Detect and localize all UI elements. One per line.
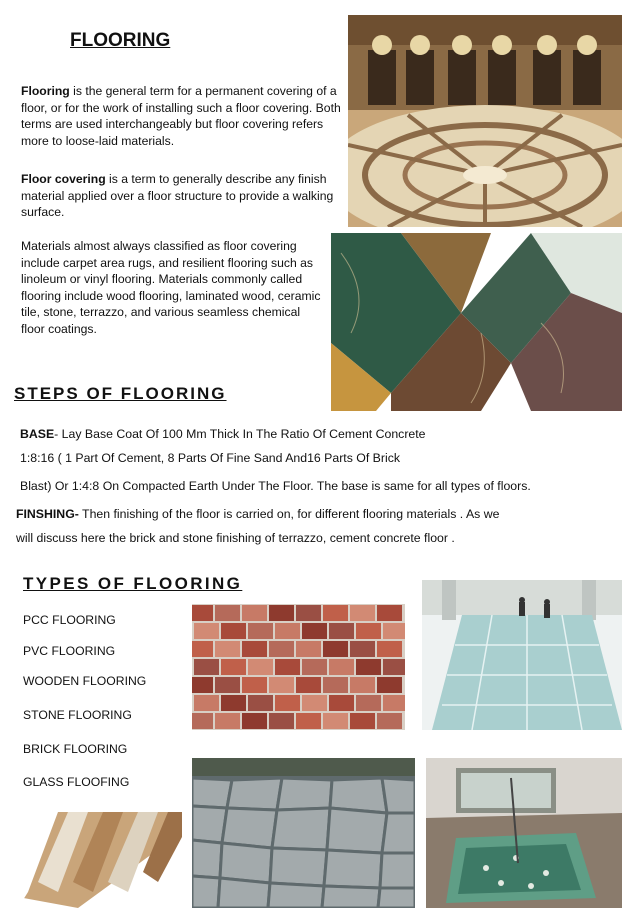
brick-tile [329, 695, 354, 711]
brick-tile [302, 659, 327, 675]
intro-paragraph-floor-covering [21, 171, 347, 221]
brick-tile [356, 659, 381, 675]
type-item-stone: STONE FLOORING [23, 708, 132, 722]
brick-tile [377, 641, 402, 657]
glass-pit-floor-image [426, 758, 622, 908]
brick-tile [269, 677, 294, 693]
brick-tile [192, 605, 213, 621]
brick-tile [221, 695, 246, 711]
brick-tile [242, 605, 267, 621]
brick-tile [383, 623, 405, 639]
brick-tile [242, 677, 267, 693]
brick-tile [192, 641, 213, 657]
brick-tile [194, 659, 219, 675]
steps-heading: STEPS OF FLOORING [14, 384, 227, 403]
intro-paragraph-materials: Materials almost always classified as floor covering include carpet area rugs, and resilient flooring such as linoleum or vinyl flooring. Materials commonly called flooring include wood flooring, laminated wood, ceramic tile, stone, terrazzo, and various seamless chemical floor coatings. [21, 239, 321, 336]
type-item-pcc: PCC FLOORING [23, 613, 116, 627]
brick-tile [383, 659, 405, 675]
base-step-text-1: - Lay Base Coat Of 100 Mm Thick In The Ratio Of Cement Concrete [54, 427, 426, 441]
brick-tile [194, 695, 219, 711]
brick-tile [269, 641, 294, 657]
brick-tile [248, 695, 273, 711]
finishing-step-text-1: Then finishing of the floor is carried on, for different flooring materials . As we [78, 507, 500, 521]
brick-tile [269, 713, 294, 729]
brick-tile [275, 623, 300, 639]
type-item-glass: GLASS FLOOFING [23, 775, 130, 789]
brick-tile [329, 623, 354, 639]
brick-tile [215, 713, 240, 729]
brick-tile [296, 713, 321, 729]
brick-tile [269, 605, 294, 621]
brick-tile [296, 677, 321, 693]
brick-tile [242, 641, 267, 657]
brick-tile [248, 623, 273, 639]
floor-covering-definition: is a term to generally describe any finish material applied over a floor structure to provide a walking surface. [21, 172, 334, 220]
pvc-panels-image [18, 812, 182, 908]
brick-tile [323, 605, 348, 621]
term-flooring: Flooring [21, 84, 70, 98]
brick-tile [350, 605, 375, 621]
glass-floor-image [422, 580, 622, 730]
brick-tile [275, 659, 300, 675]
base-term: BASE [20, 427, 55, 441]
brick-tile [192, 713, 213, 729]
brick-tile [221, 659, 246, 675]
brick-tile [329, 659, 354, 675]
brick-tile [323, 677, 348, 693]
brick-tile [296, 641, 321, 657]
page-title: FLOORING [70, 30, 171, 51]
marble-lobby-floor-image [348, 15, 622, 227]
brick-tile [350, 641, 375, 657]
base-step-line-3: Blast) Or 1:4:8 On Compacted Earth Under The Floor. The base is same for all types of floors. [20, 479, 531, 493]
brick-tile [221, 623, 246, 639]
brick-tile [248, 659, 273, 675]
brick-tile [377, 713, 402, 729]
intro-paragraph-flooring [21, 83, 347, 149]
brick-tile [323, 641, 348, 657]
brick-tile [215, 677, 240, 693]
flooring-definition: is the general term for a permanent covering of a floor, or for the work of installing such a floor covering. Both terms are used interchangeably but floor covering refers more to loose-laid materials. [21, 84, 341, 148]
brick-tile [323, 713, 348, 729]
brick-pavers-image [192, 604, 405, 730]
brick-tile [356, 623, 381, 639]
stone-pavers-image [192, 758, 415, 908]
marble-tiles-image [331, 233, 622, 411]
brick-tile [383, 695, 405, 711]
brick-tile [350, 677, 375, 693]
brick-tile [194, 623, 219, 639]
brick-tile [302, 695, 327, 711]
types-heading: TYPES OF FLOORING [23, 574, 243, 593]
base-step-line-1 [20, 426, 426, 442]
brick-tile [215, 641, 240, 657]
brick-tile [296, 605, 321, 621]
base-step-line-2: 1:8:16 ( 1 Part Of Cement, 8 Parts Of Fine Sand And16 Parts Of Brick [20, 451, 401, 465]
finishing-step-line-2: will discuss here the brick and stone finishing of terrazzo, cement concrete floor . [16, 531, 455, 545]
type-item-pvc: PVC FLOORING [23, 644, 116, 658]
term-floor-covering: Floor covering [21, 172, 106, 186]
finishing-term: FINSHING- [16, 507, 79, 521]
brick-tile [377, 677, 402, 693]
brick-tile [242, 713, 267, 729]
brick-tile [302, 623, 327, 639]
type-item-wooden: WOODEN FLOORING [23, 674, 147, 688]
brick-tile [275, 695, 300, 711]
brick-tile [350, 713, 375, 729]
finishing-step-line-1 [16, 506, 499, 522]
brick-tile [192, 677, 213, 693]
type-item-brick: BRICK FLOORING [23, 742, 128, 756]
brick-tile [356, 695, 381, 711]
brick-tile [377, 605, 402, 621]
brick-tile [215, 605, 240, 621]
